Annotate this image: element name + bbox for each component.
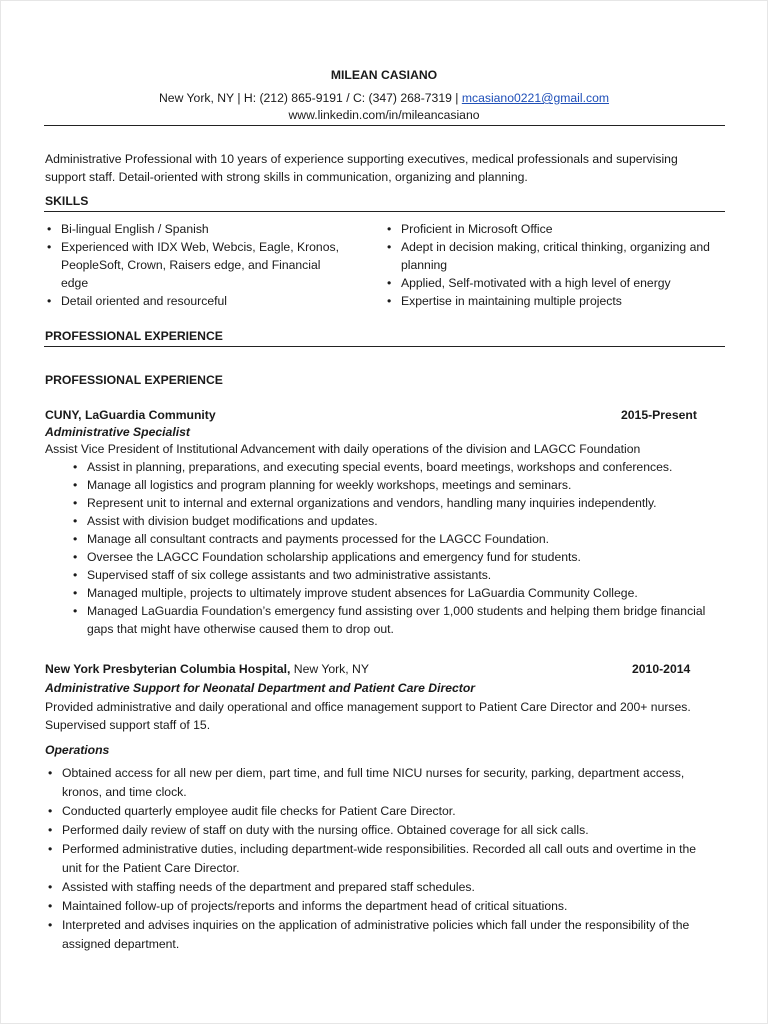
page-border <box>0 0 768 1</box>
list-item: • Assisted with staffing needs of the department and prepared staff schedules. <box>46 878 718 897</box>
list-item: • Manage all logistics and program planning for weekly workshops, meetings and seminars. <box>71 476 711 494</box>
experience-divider <box>44 346 725 347</box>
job-employer-line <box>45 660 369 678</box>
header-divider <box>44 125 725 126</box>
list-item: • Represent unit to internal and external organizations and vendors, handling many inquiries independently. <box>71 494 711 512</box>
list-item: • Conducted quarterly employee audit file checks for Patient Care Director. <box>46 802 718 821</box>
contact-line <box>0 89 768 107</box>
skill-item: • Proficient in Microsoft Office <box>385 220 715 238</box>
list-item: • Performed daily review of staff on duty with the nursing office. Obtained coverage for all sick calls. <box>46 821 718 840</box>
list-item: • Managed LaGuardia Foundation’s emergency fund assisting over 1,000 students and helping them bridge financial gaps that might have otherwise caused them to drop out. <box>71 602 711 638</box>
summary-line-2: support staff. Detail-oriented with strong skills in communication, organizing and planning. <box>45 170 528 184</box>
job-employer: CUNY, LaGuardia Community <box>45 408 216 422</box>
candidate-name: MILEAN CASIANO <box>330 68 438 82</box>
list-item: • Maintained follow-up of projects/reports and informs the department head of critical situations. <box>46 897 718 916</box>
job-employer: New York Presbyterian Columbia Hospital, <box>45 662 291 676</box>
skills-right-list <box>385 220 715 310</box>
skill-item: • Detail oriented and resourceful <box>45 292 345 310</box>
job-bullets <box>46 764 718 954</box>
list-item: • Oversee the LAGCC Foundation scholarship applications and emergency fund for students. <box>71 548 711 566</box>
skills-heading: SKILLS <box>45 194 89 208</box>
contact-details: New York, NY | H: (212) 865-9191 / C: (347) 268-7319 | <box>158 91 459 105</box>
list-item: • Managed multiple, projects to ultimately improve student absences for LaGuardia Community College. <box>71 584 711 602</box>
page-border <box>0 0 1 1024</box>
list-item: • Assist with division budget modifications and updates. <box>71 512 711 530</box>
skill-item: • Adept in decision making, critical thinking, organizing and planning <box>385 238 715 274</box>
list-item: • Assist in planning, preparations, and executing special events, board meetings, workshops and conferences. <box>71 458 711 476</box>
job-dates: 2015-Present <box>621 408 697 422</box>
job-description: Provided administrative and daily operational and office management support to Patient Care Director and 200+ nurses. Supervised support staff of 15. <box>45 700 691 732</box>
skill-item: • Applied, Self-motivated with a high level of energy <box>385 274 715 292</box>
list-item: • Supervised staff of six college assistants and two administrative assistants. <box>71 566 711 584</box>
list-item: • Obtained access for all new per diem, part time, and full time NICU nurses for security, parking, department access, kronos, and time clock. <box>46 764 718 802</box>
list-item: • Manage all consultant contracts and payments processed for the LAGCC Foundation. <box>71 530 711 548</box>
skill-item: • Expertise in maintaining multiple projects <box>385 292 715 310</box>
skill-item: • Experienced with IDX Web, Webcis, Eagle, Kronos, PeopleSoft, Crown, Raisers edge, and Financial edge <box>45 238 345 292</box>
job-location: New York, NY <box>290 662 369 676</box>
linkedin-url[interactable]: www.linkedin.com/in/mileancasiano <box>288 108 480 122</box>
experience-heading-repeat: PROFESSIONAL EXPERIENCE <box>45 373 223 387</box>
skills-divider <box>44 211 725 212</box>
summary-line-1: Administrative Professional with 10 years of experience supporting executives, medical professionals and supervising <box>45 152 678 166</box>
email-link[interactable]: mcasiano0221@gmail.com <box>461 91 610 105</box>
job-bullets <box>71 458 711 638</box>
job-description: Assist Vice President of Institutional Advancement with daily operations of the division and LAGCC Foundation <box>45 442 641 456</box>
job-title: Administrative Support for Neonatal Department and Patient Care Director <box>45 681 476 695</box>
skill-item: • Bi-lingual English / Spanish <box>45 220 345 238</box>
job-dates: 2010-2014 <box>632 662 691 676</box>
job-subheading: Operations <box>45 743 110 757</box>
list-item: • Performed administrative duties, including department-wide responsibilities. Recorded all call outs and overtime in the unit for the Patient Care Director. <box>46 840 718 878</box>
list-item: • Interpreted and advises inquiries on the application of administrative policies which fall under the responsibility of the assigned department. <box>46 916 718 954</box>
experience-heading: PROFESSIONAL EXPERIENCE <box>45 329 223 343</box>
job-title: Administrative Specialist <box>45 425 190 439</box>
skills-left-list <box>45 220 345 310</box>
